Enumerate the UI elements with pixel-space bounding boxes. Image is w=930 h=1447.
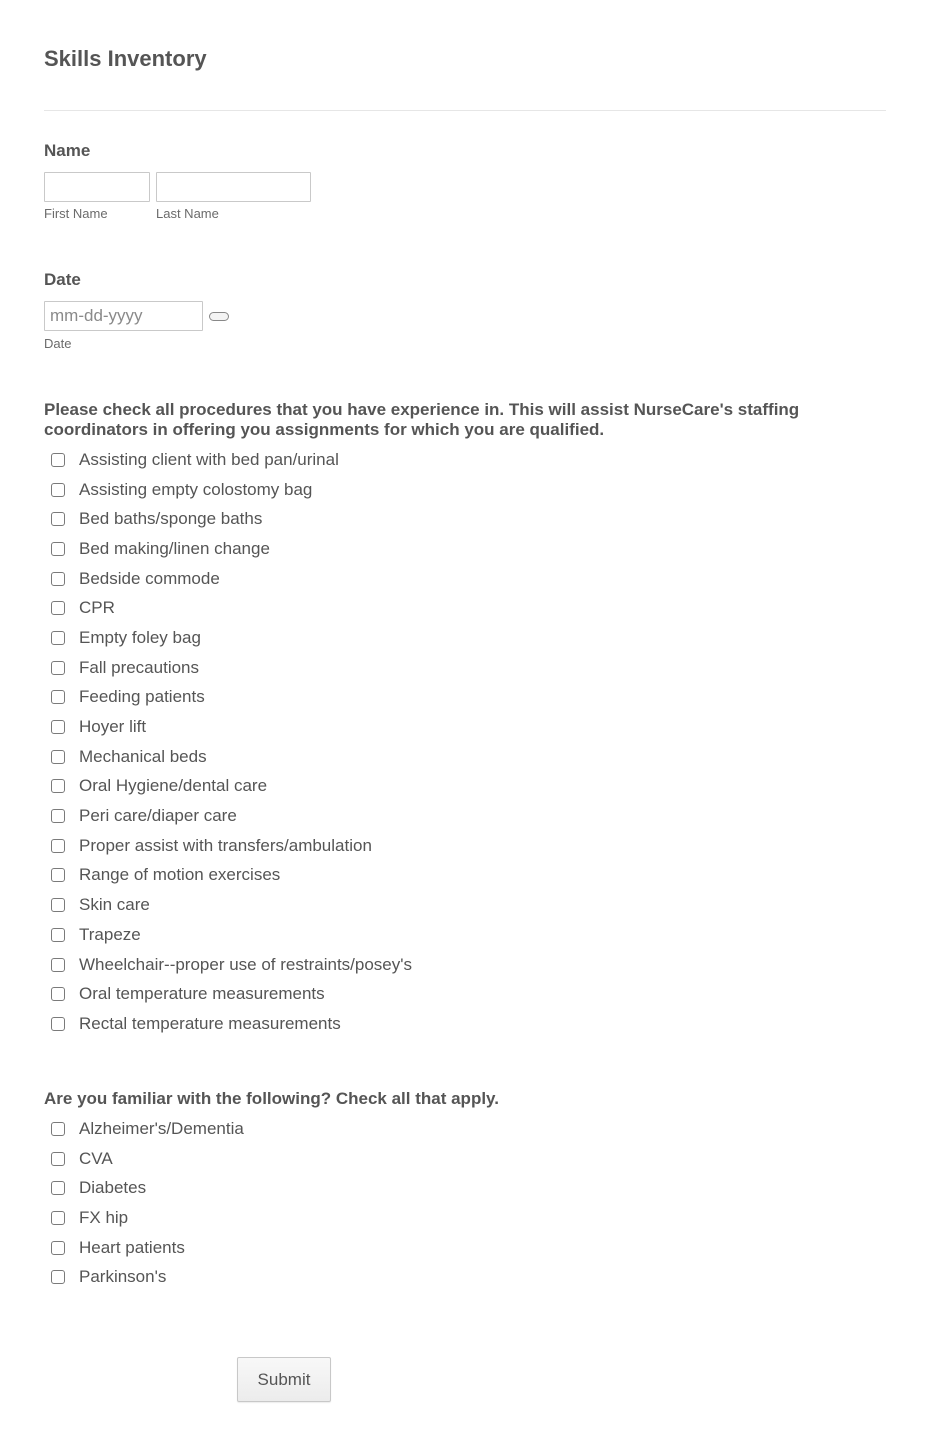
- name-label: Name: [44, 141, 91, 160]
- checkbox[interactable]: [51, 542, 65, 556]
- procedure-option-label: Trapeze: [79, 924, 141, 944]
- procedure-option-label: Empty foley bag: [79, 627, 201, 647]
- date-sublabel: Date: [44, 336, 72, 351]
- procedure-option-label: Bedside commode: [79, 568, 220, 588]
- procedure-option-label: Proper assist with transfers/ambulation: [79, 835, 372, 855]
- checkbox[interactable]: [51, 512, 65, 526]
- procedure-option[interactable]: [51, 445, 412, 475]
- checkbox[interactable]: [51, 1241, 65, 1255]
- procedure-option-label: Oral temperature measurements: [79, 984, 325, 1004]
- checkbox[interactable]: [51, 1122, 65, 1136]
- procedure-option[interactable]: [51, 475, 412, 505]
- familiarity-option[interactable]: [51, 1144, 244, 1174]
- checkbox[interactable]: [51, 898, 65, 912]
- procedure-option[interactable]: [51, 623, 412, 653]
- procedure-option-label: Wheelchair--proper use of restraints/posey's: [79, 954, 412, 974]
- checkbox[interactable]: [51, 1211, 65, 1225]
- procedure-option-label: Range of motion exercises: [79, 865, 281, 885]
- familiarity-option[interactable]: [51, 1262, 244, 1292]
- submit-button[interactable]: Submit: [237, 1357, 331, 1402]
- procedure-option-label: Assisting empty colostomy bag: [79, 479, 313, 499]
- procedure-option[interactable]: [51, 653, 412, 683]
- procedure-option[interactable]: [51, 772, 412, 802]
- familiarity-option[interactable]: [51, 1173, 244, 1203]
- last-name-input[interactable]: [156, 172, 311, 202]
- checkbox[interactable]: [51, 720, 65, 734]
- familiarity-option[interactable]: [51, 1203, 244, 1233]
- checkbox[interactable]: [51, 839, 65, 853]
- procedure-option-label: Rectal temperature measurements: [79, 1013, 341, 1033]
- procedure-option-label: Mechanical beds: [79, 746, 207, 766]
- checkbox[interactable]: [51, 1270, 65, 1284]
- procedure-option[interactable]: [51, 534, 412, 564]
- procedure-option[interactable]: [51, 564, 412, 594]
- procedure-option[interactable]: [51, 950, 412, 980]
- first-name-sublabel: First Name: [44, 206, 108, 221]
- procedure-option-label: CPR: [79, 598, 115, 618]
- checkbox[interactable]: [51, 987, 65, 1001]
- procedure-option-label: Feeding patients: [79, 687, 205, 707]
- procedure-option[interactable]: [51, 890, 412, 920]
- procedure-option-label: Bed baths/sponge baths: [79, 509, 263, 529]
- checkbox[interactable]: [51, 958, 65, 972]
- checkbox[interactable]: [51, 750, 65, 764]
- checkbox[interactable]: [51, 453, 65, 467]
- date-label: Date: [44, 270, 81, 289]
- familiarity-option-label: Parkinson's: [79, 1267, 167, 1287]
- procedure-option[interactable]: [51, 712, 412, 742]
- checkbox[interactable]: [51, 690, 65, 704]
- checkbox[interactable]: [51, 1181, 65, 1195]
- familiarity-option-label: Heart patients: [79, 1237, 185, 1257]
- procedure-option-label: Assisting client with bed pan/urinal: [79, 449, 339, 469]
- checkbox[interactable]: [51, 572, 65, 586]
- procedure-option[interactable]: [51, 920, 412, 950]
- procedure-option[interactable]: [51, 742, 412, 772]
- familiarity-option-label: Diabetes: [79, 1178, 147, 1198]
- procedure-option-label: Skin care: [79, 895, 150, 915]
- procedure-option[interactable]: [51, 1009, 412, 1039]
- familiarity-option-label: FX hip: [79, 1207, 129, 1227]
- familiarity-option-label: Alzheimer's/Dementia: [79, 1118, 244, 1138]
- checkbox[interactable]: [51, 631, 65, 645]
- procedure-option-label: Fall precautions: [79, 657, 200, 677]
- date-input[interactable]: [44, 301, 203, 331]
- checkbox[interactable]: [51, 661, 65, 675]
- familiarity-option-label: CVA: [79, 1148, 113, 1168]
- checkbox[interactable]: [51, 601, 65, 615]
- procedures-checklist: [51, 445, 412, 1039]
- checkbox[interactable]: [51, 928, 65, 942]
- procedure-option[interactable]: [51, 683, 412, 713]
- procedure-option-label: Peri care/diaper care: [79, 806, 237, 826]
- first-name-input[interactable]: [44, 172, 150, 202]
- form-title: Skills Inventory: [44, 46, 207, 71]
- header-divider: [44, 110, 886, 111]
- checkbox[interactable]: [51, 1017, 65, 1031]
- last-name-sublabel: Last Name: [156, 206, 219, 221]
- checkbox[interactable]: [51, 868, 65, 882]
- procedure-option[interactable]: [51, 593, 412, 623]
- familiarity-option[interactable]: [51, 1114, 244, 1144]
- calendar-icon[interactable]: [209, 312, 229, 321]
- familiarity-checklist: [51, 1114, 244, 1292]
- procedure-option-label: Hoyer lift: [79, 717, 147, 737]
- checkbox[interactable]: [51, 483, 65, 497]
- checkbox[interactable]: [51, 809, 65, 823]
- procedure-option[interactable]: [51, 979, 412, 1009]
- procedure-option[interactable]: [51, 831, 412, 861]
- procedure-option[interactable]: [51, 504, 412, 534]
- procedure-option-label: Bed making/linen change: [79, 538, 270, 558]
- procedure-option[interactable]: [51, 861, 412, 891]
- checkbox[interactable]: [51, 1152, 65, 1166]
- procedure-option[interactable]: [51, 801, 412, 831]
- procedures-question: Please check all procedures that you have experience in. This will assist NurseCare's staffing coordinators in offering you assignments for which you are qualified.: [44, 400, 800, 439]
- checkbox[interactable]: [51, 779, 65, 793]
- procedure-option-label: Oral Hygiene/dental care: [79, 776, 268, 796]
- familiarity-question: Are you familiar with the following? Check all that apply.: [44, 1089, 499, 1108]
- familiarity-option[interactable]: [51, 1233, 244, 1263]
